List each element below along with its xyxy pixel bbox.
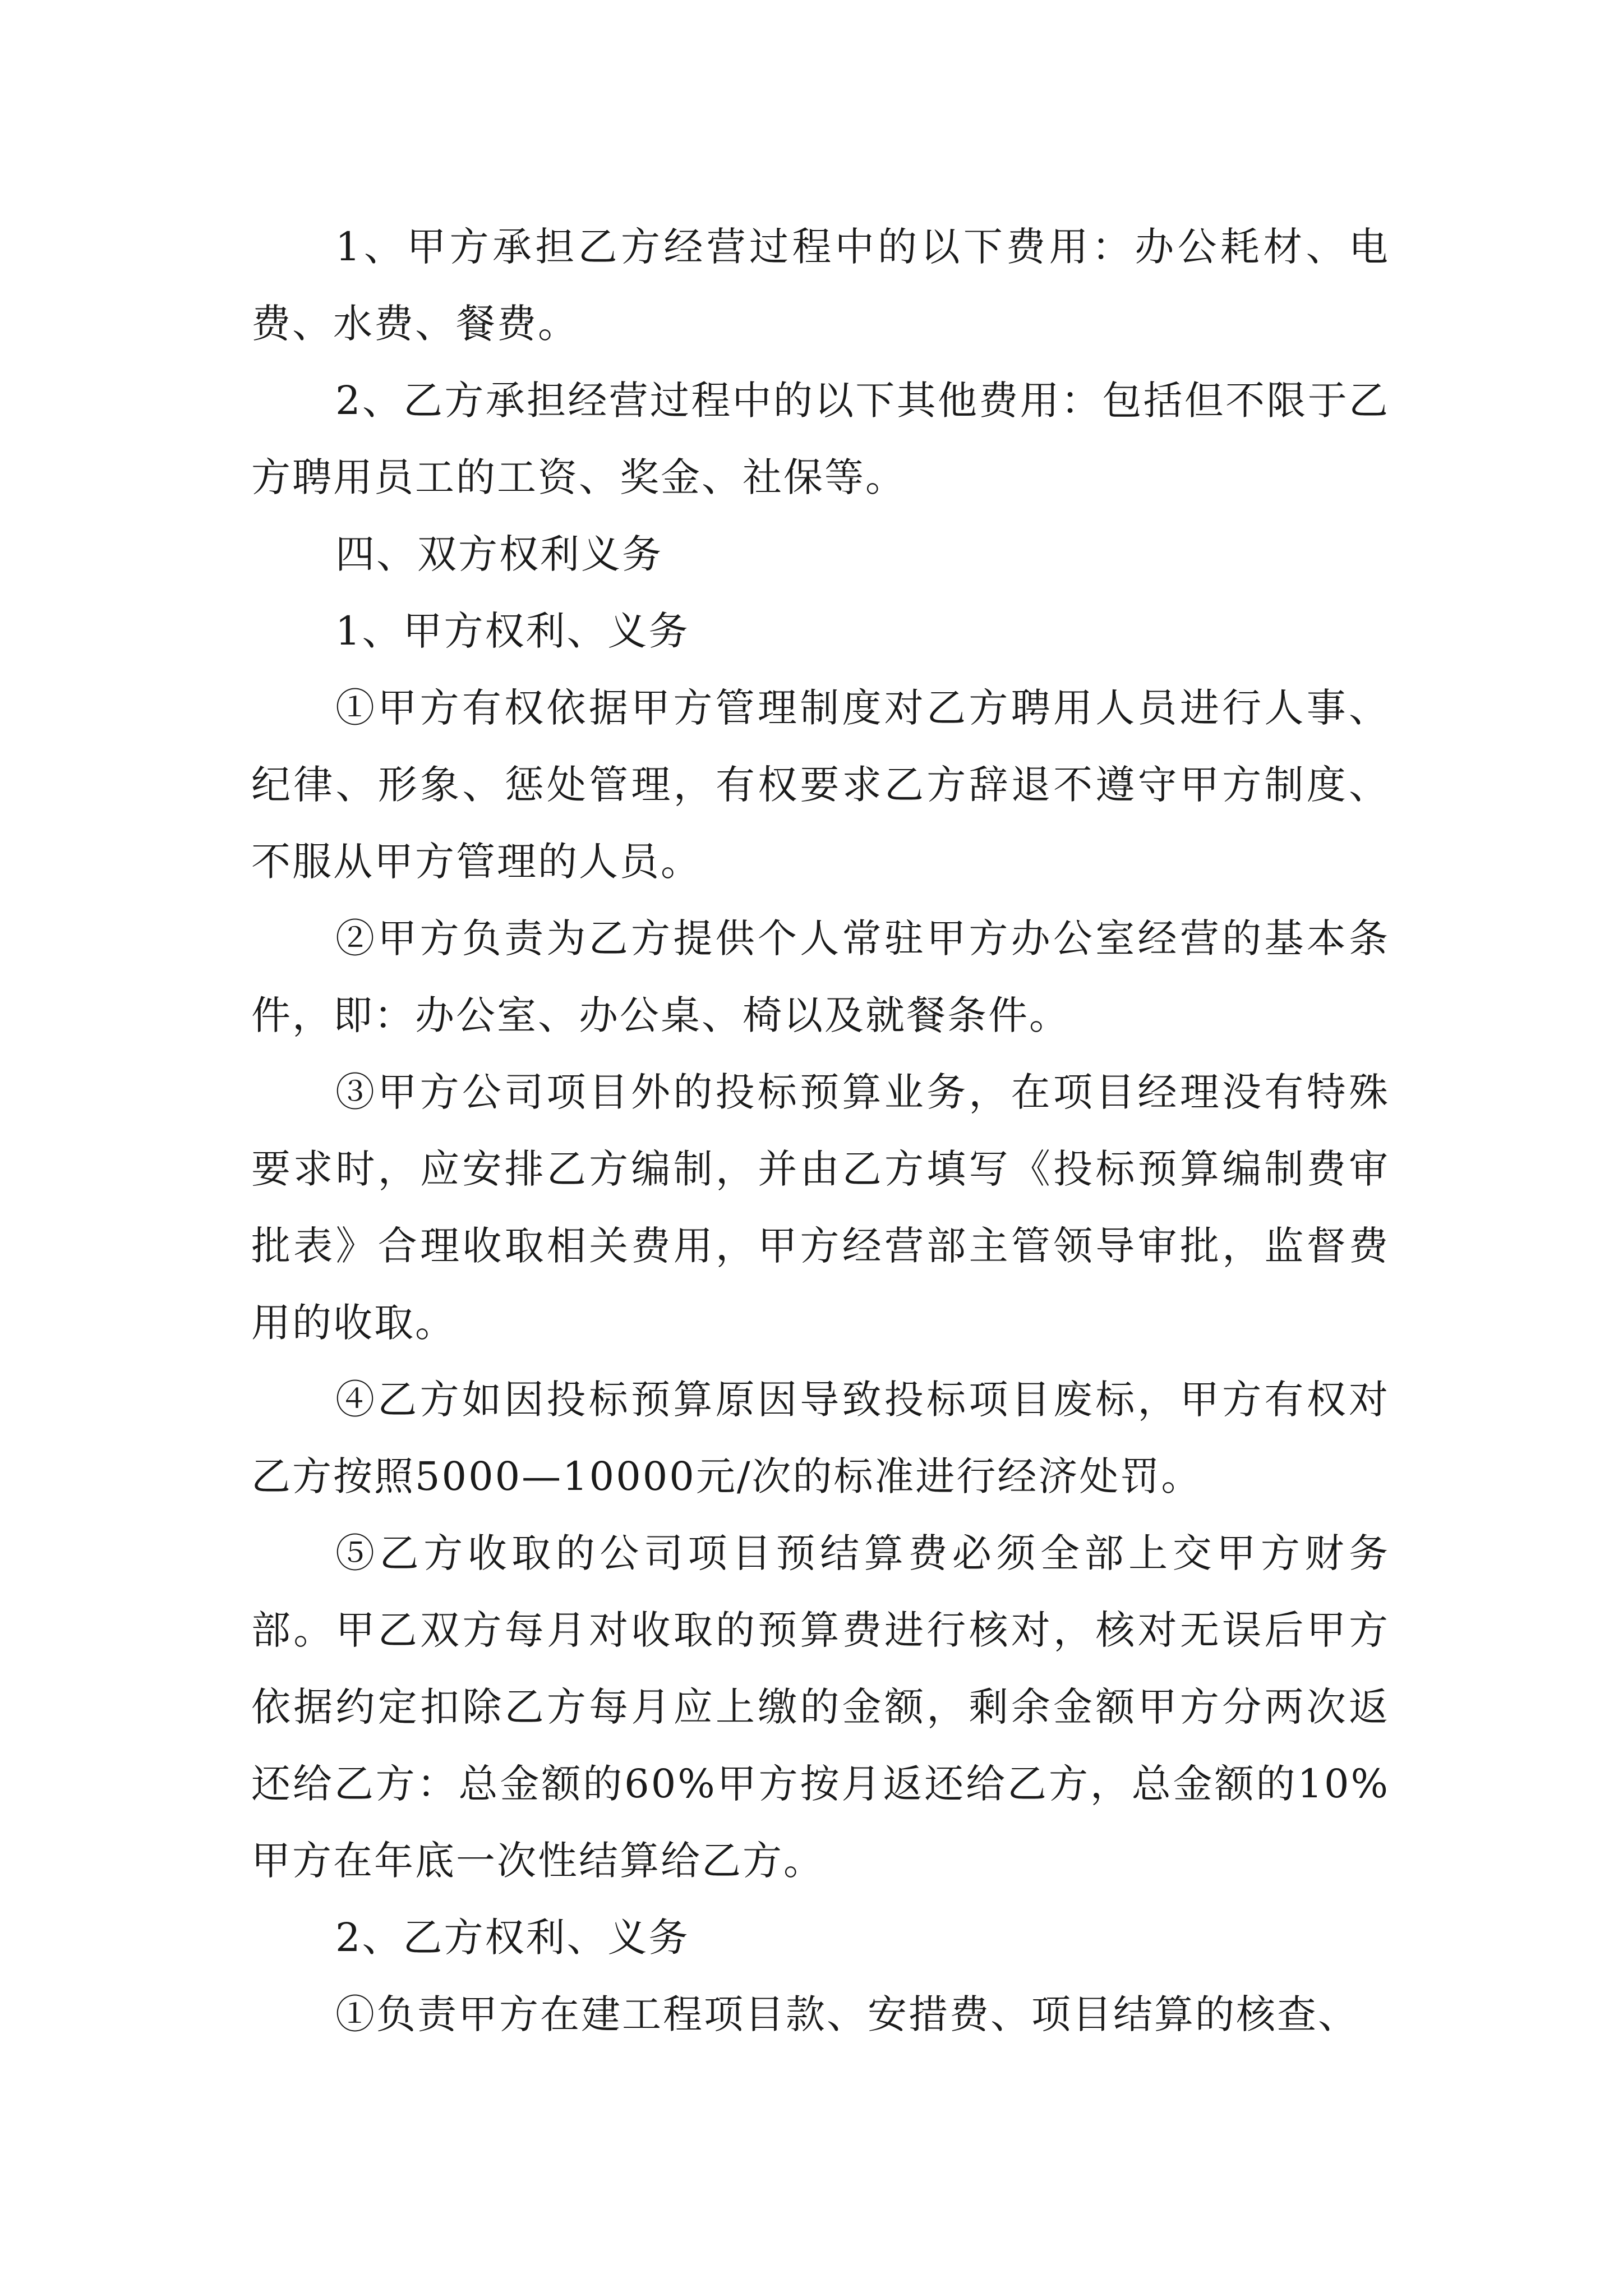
section-heading-rights-obligations: 四、双方权利义务 [335,531,663,577]
paragraph-party-a-item-3: ③甲方公司项目外的投标预算业务，在项目经理没有特殊要求时，应安排乙方编制，并由乙方填写《投标预算编制费审批表》合理收取相关费用，甲方经营部主管领导审批，监督费用的收取。 [251,1069,1390,1346]
paragraph-party-a-item-5: ⑤乙方收取的公司项目预结算费必须全部上交甲方财务部。甲乙双方每月对收取的预算费进行核对，核对无误后甲方依据约定扣除乙方每月应上缴的金额，剩余金额甲方分两次返还给乙方：总金额的60%甲方按月返还给乙方，总金额的10%甲方在年底一次性结算给乙方。 [251,1530,1390,1884]
subheading-party-a: 1、甲方权利、义务 [335,608,690,654]
subheading-party-b: 2、乙方权利、义务 [335,1915,690,1961]
paragraph-party-a-item-4: ④乙方如因投标预算原因导致投标项目废标，甲方有权对乙方按照5000—10000元/次的标准进行经济处罚。 [251,1377,1390,1499]
paragraph-party-a-item-1: ①甲方有权依据甲方管理制度对乙方聘用人员进行人事、纪律、形象、惩处管理，有权要求乙方辞退不遵守甲方制度、不服从甲方管理的人员。 [251,685,1390,885]
paragraph-party-b-item-1: ①负责甲方在建工程项目款、安措费、项目结算的核查、 [335,1991,1359,2037]
document-page [251,209,1390,2053]
paragraph-2: 2、乙方承担经营过程中的以下其他费用：包括但不限于乙方聘用员工的工资、奖金、社保等。 [251,378,1390,500]
paragraph-party-a-item-2: ②甲方负责为乙方提供个人常驻甲方办公室经营的基本条件，即：办公室、办公桌、椅以及就餐条件。 [251,915,1390,1038]
paragraph-1: 1、甲方承担乙方经营过程中的以下费用：办公耗材、电费、水费、餐费。 [251,224,1390,347]
